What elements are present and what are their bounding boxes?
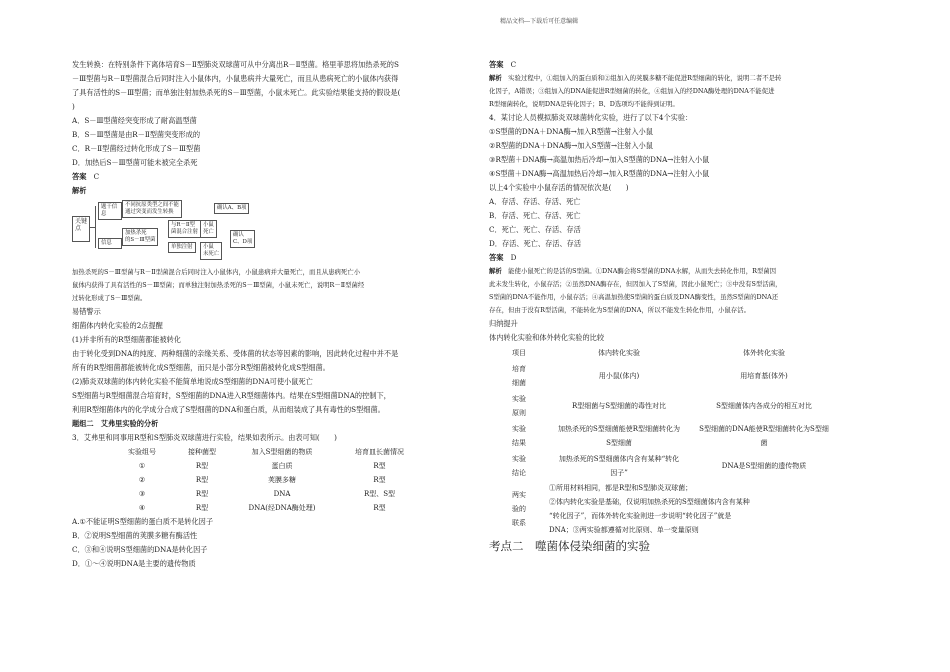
table-header-row [112, 445, 427, 459]
analysis-label: 解析 [489, 267, 502, 275]
result-box-survived [200, 242, 222, 260]
answer-line [489, 58, 884, 72]
option-a: A．存活、存活、存活、死亡 [489, 197, 581, 206]
answer-value: D [510, 253, 517, 262]
info-box-heat-killed [122, 228, 158, 246]
info-box-text: 通过突变而发生转换 [125, 209, 174, 215]
right-column [489, 58, 884, 555]
option-c: C．死亡、死亡、存活、存活 [489, 225, 581, 234]
analysis-line: 化因子，A错误；③组加入的DNA能促进R型细菌的转化，④组加入的经DNA酶处理的DNA不能促进 [489, 87, 775, 95]
info-box-text: 死亡 [203, 229, 214, 235]
q4-item: ④S型菌＋DNA酶→高温加热后冷却→加入R型菌的DNA→注射入小鼠 [489, 169, 710, 178]
table-cell: ① [138, 462, 146, 470]
table-row [489, 361, 839, 391]
tip-line: S型细菌与R型细菌混合培育时，S型细菌的DNA进入R型细菌体内。结果在S型细菌DNA的控制下， [72, 391, 391, 400]
result-box-ab: 确认A、B项 [214, 203, 249, 214]
q4-ask: 以上4个实验中小鼠存活的情况依次是( ) [489, 183, 629, 192]
table-cell: R型 [373, 504, 386, 512]
answer-label: 答案 [72, 172, 87, 181]
tip-line: (2)肺炎双球菌的体内转化实验不能简单地说成S型细菌的DNA可使小鼠死亡 [72, 377, 313, 386]
table-row [489, 451, 839, 481]
table-cell: R型 [195, 490, 209, 498]
table-cell: R型 [195, 504, 209, 512]
info-box-text: 加热杀死 [125, 230, 147, 236]
option-d: D．①～④说明DNA是主要的遗传物质 [72, 559, 196, 568]
table-row [112, 487, 427, 501]
question-4: 4．某讨论人员模拟肺炎双球菌转化实验，进行了以下4个实验： [489, 113, 693, 122]
question-stem-line: ) [72, 102, 75, 111]
table-row [489, 481, 839, 537]
info-box-text: 小鼠 [203, 222, 214, 228]
key-point-box: 关键点 [72, 216, 90, 242]
info-box-text: 确认 [233, 232, 244, 238]
table-row [112, 459, 427, 473]
tip-line: 所有的R型细菌都能被转化成S型细菌，而只是小部分R型细菌被转化成S型细菌。 [72, 363, 330, 372]
analysis-line: 过转化形成了S－Ⅲ型菌。 [72, 294, 147, 302]
option-b: B．S－Ⅲ型菌是由R－Ⅱ型菌突变形成的 [72, 130, 201, 139]
info-box-mutation [122, 200, 182, 218]
row-label: 实验原则 [512, 395, 526, 417]
info-label-1: 题干信息 [98, 202, 122, 220]
section-title: 考点二 噬菌体侵染细菌的实验 [489, 539, 650, 553]
summary-title: 归纳提升 [489, 319, 518, 328]
table-cell: 加热杀死的S型细菌能使R型细菌转化为S型细菌 [557, 425, 681, 447]
relation-line: DNA；③两实验都遵循对比原则、单一变量原则 [549, 526, 699, 534]
analysis-line: 鼠体内获得了具有活性的S－Ⅲ型菌；而单独注射加热杀死的S－Ⅲ型菌，小鼠未死亡，说明R－Ⅱ型菌经 [72, 281, 365, 289]
answer-line [72, 170, 472, 184]
table-cell: 加热杀死的S型细菌体内含有某种“转化因子” [558, 455, 680, 477]
q4-item: ①S型菌的DNA＋DNA酶→加入R型菌→注射入小鼠 [489, 127, 653, 136]
option-b: B．存活、死亡、存活、死亡 [489, 211, 581, 220]
summary-subtitle: 体内转化实验和体外转化实验的比较 [489, 333, 605, 342]
analysis-label: 解析 [72, 186, 87, 195]
info-box-text: 未死亡 [203, 251, 220, 257]
experiment-table [112, 445, 427, 515]
info-box-text: 不同抗原类型之间不能 [125, 202, 179, 208]
option-c: C．R－Ⅱ型菌经过转化形成了S－Ⅲ型菌 [72, 144, 201, 153]
info-box-text: 小鼠 [203, 244, 214, 250]
analysis-line [489, 72, 884, 85]
option-b: B．②说明S型细菌的荚膜多糖有酶活性 [72, 531, 198, 540]
row-label: 培育细菌 [512, 365, 526, 387]
table-cell: DNA(经DNA酶处理) [248, 504, 316, 512]
info-box-text: C、D项 [233, 239, 253, 245]
row-label: 实验结果 [512, 425, 526, 447]
info-box-text: 的S－Ⅲ型菌 [125, 237, 156, 243]
table-cell: R型细菌与S型细菌的毒性对比 [571, 402, 667, 410]
tip-line: (1)并非所有的R型细菌都能被转化 [72, 335, 182, 344]
option-c: C．③和④说明S型细菌的DNA是转化因子 [72, 545, 208, 554]
left-column [72, 58, 472, 571]
table-header: 体内转化实验 [598, 349, 640, 357]
relation-line: “转化因子”，而体外转化实验则进一步说明“转化因子”就是 [549, 512, 732, 520]
page-header: 精品文档---下载后可任意编辑 [500, 18, 579, 25]
analysis-line: R型细菌转化，说明DNA是转化因子；B、D选项均不能得到证明。 [489, 100, 679, 108]
analysis-text: 能使小鼠死亡的是活的S型菌。①DNA酶会将S型菌的DNA水解，从而失去转化作用，R型菌因 [508, 267, 777, 275]
table-cell: R型、S型 [363, 490, 396, 498]
analysis-diagram [72, 200, 472, 260]
table-cell: 蛋白质 [271, 462, 293, 470]
q4-item: ③R型菌＋DNA酶→高温加热后冷却→加入S型菌的DNA→注射入小鼠 [489, 155, 710, 164]
table-cell: S型细菌的DNA能使R型细菌转化为S型细菌 [699, 425, 829, 447]
table-cell: R型 [373, 462, 386, 470]
table-row [489, 421, 839, 451]
answer-value: C [510, 60, 517, 69]
table-row [112, 501, 427, 515]
analysis-line: 加热杀死的S－Ⅲ型菌与R－Ⅱ型菌混合后同时注入小鼠体内，小鼠患病并大量死亡，而且从患病死亡小 [72, 268, 361, 276]
table-header: 项目 [512, 349, 526, 357]
relation-line: ①所用材料相同，都是R型和S型肺炎双球菌； [549, 484, 693, 492]
info-box-text: 与R－Ⅱ型 [171, 222, 195, 228]
tip-line: 利用R型细菌体内的化学成分合成了S型细菌的DNA和蛋白质，从而组装成了具有毒性的S型细菌。 [72, 405, 385, 414]
relation-line: ②体内转化实验是基础，仅说明加热杀死的S型细菌体内含有某种 [549, 498, 750, 506]
table-cell: DNA [273, 490, 291, 498]
option-d: D．存活、死亡、存活、存活 [489, 239, 582, 248]
question-stem-line: －Ⅲ型菌与R－Ⅱ型菌混合后同时注入小鼠体内，小鼠患病并大量死亡，而且从患病死亡的小鼠体内获得 [72, 74, 399, 83]
table-header: 接种菌型 [188, 448, 216, 456]
analysis-line: S型菌的DNA不能作用，小鼠存活；④高温加热使S型菌的蛋白质及DNA酶变性，虽然S型菌的DNA还 [489, 293, 779, 301]
option-a: A．S－Ⅲ型菌经突变形成了耐高温型菌 [72, 116, 197, 125]
table-cell: 用培育基(体外) [740, 372, 788, 380]
question-stem-line: 了具有活性的S－Ⅲ型菌；而单独注射加热杀死的S－Ⅲ型菌，小鼠未死亡。此实验结果能支持的假设是( [72, 88, 401, 97]
table-header: 实验组号 [128, 448, 156, 456]
table-cell: DNA是S型细菌的遗传物质 [721, 462, 807, 470]
table-row [489, 391, 839, 421]
table-cell: 荚膜多糖 [268, 476, 296, 484]
table-cell: ③ [138, 490, 146, 498]
table-cell: R型 [373, 476, 386, 484]
tip-title: 易错警示 [72, 307, 101, 316]
table-header-row [489, 345, 839, 361]
table-cell: ④ [138, 504, 146, 512]
option-d: D．加热后S－Ⅲ型菌可能未被完全杀死 [72, 158, 198, 167]
group-title: 题组二 艾弗里实验的分析 [72, 419, 159, 428]
tip-line: 由于转化受到DNA的纯度、两种细菌的亲缘关系、受体菌的状态等因素的影响，因此转化过程中并不是 [72, 349, 399, 358]
analysis-line: 此未发生转化，小鼠存活；②虽然DNA酶存在，但因加入了S型菌，因此小鼠死亡；③中没有S型活菌， [489, 280, 782, 288]
table-cell: S型细菌体内各成分的相互对比 [716, 402, 812, 410]
answer-label: 答案 [489, 60, 504, 69]
result-box-died [200, 220, 217, 238]
tip-subtitle: 细菌体内转化实验的2点提醒 [72, 321, 163, 330]
info-label-2: 信息 [98, 238, 122, 249]
analysis-label: 解析 [489, 74, 502, 82]
table-cell: R型 [195, 476, 209, 484]
analysis-text: 实验过程中，①组加入的蛋白质和②组加入的荚膜多糖不能促进R型细菌的转化，说明二者不是转 [508, 74, 782, 82]
row-label: 两实验的联系 [512, 491, 526, 527]
answer-value: C [93, 172, 100, 181]
table-cell: ② [138, 476, 146, 484]
info-box-mixed [168, 220, 201, 238]
question-stem-line: 发生转换：在特别条件下离体培育S－Ⅱ型肺炎双球菌可从中分离出R－Ⅱ型菌。格里菲思将加热杀死的S [72, 60, 399, 69]
info-box-single: 单独注射 [168, 242, 196, 253]
table-cell-merged [549, 481, 839, 537]
q4-item: ②R型菌的DNA＋DNA酶→加入S型菌→注射入小鼠 [489, 141, 653, 150]
answer-line [489, 251, 884, 265]
table-header: 体外转化实验 [743, 349, 785, 357]
row-label: 实验结论 [512, 455, 526, 477]
table-header: 培育皿长菌情况 [355, 448, 404, 456]
analysis-line: 存在，但由于没有R型活菌，不能转化为S型菌的DNA，所以不能发生转化作用，小鼠存活。 [489, 306, 750, 314]
result-box-cd [230, 230, 255, 248]
table-header: 加入S型细菌的物质 [251, 448, 313, 456]
comparison-table [489, 345, 839, 537]
table-cell: R型 [195, 462, 209, 470]
table-row [112, 473, 427, 487]
answer-label: 答案 [489, 253, 504, 262]
analysis-line [489, 265, 884, 278]
question-3: 3．艾弗里和同事用R型和S型肺炎双球菌进行实验，结果如表所示。由表可知( ) [72, 433, 337, 442]
info-box-text: 菌混合注射 [171, 229, 198, 235]
table-cell: 用小鼠(体内) [598, 372, 640, 380]
option-a: A.①不能证明S型细菌的蛋白质不是转化因子 [72, 517, 214, 526]
